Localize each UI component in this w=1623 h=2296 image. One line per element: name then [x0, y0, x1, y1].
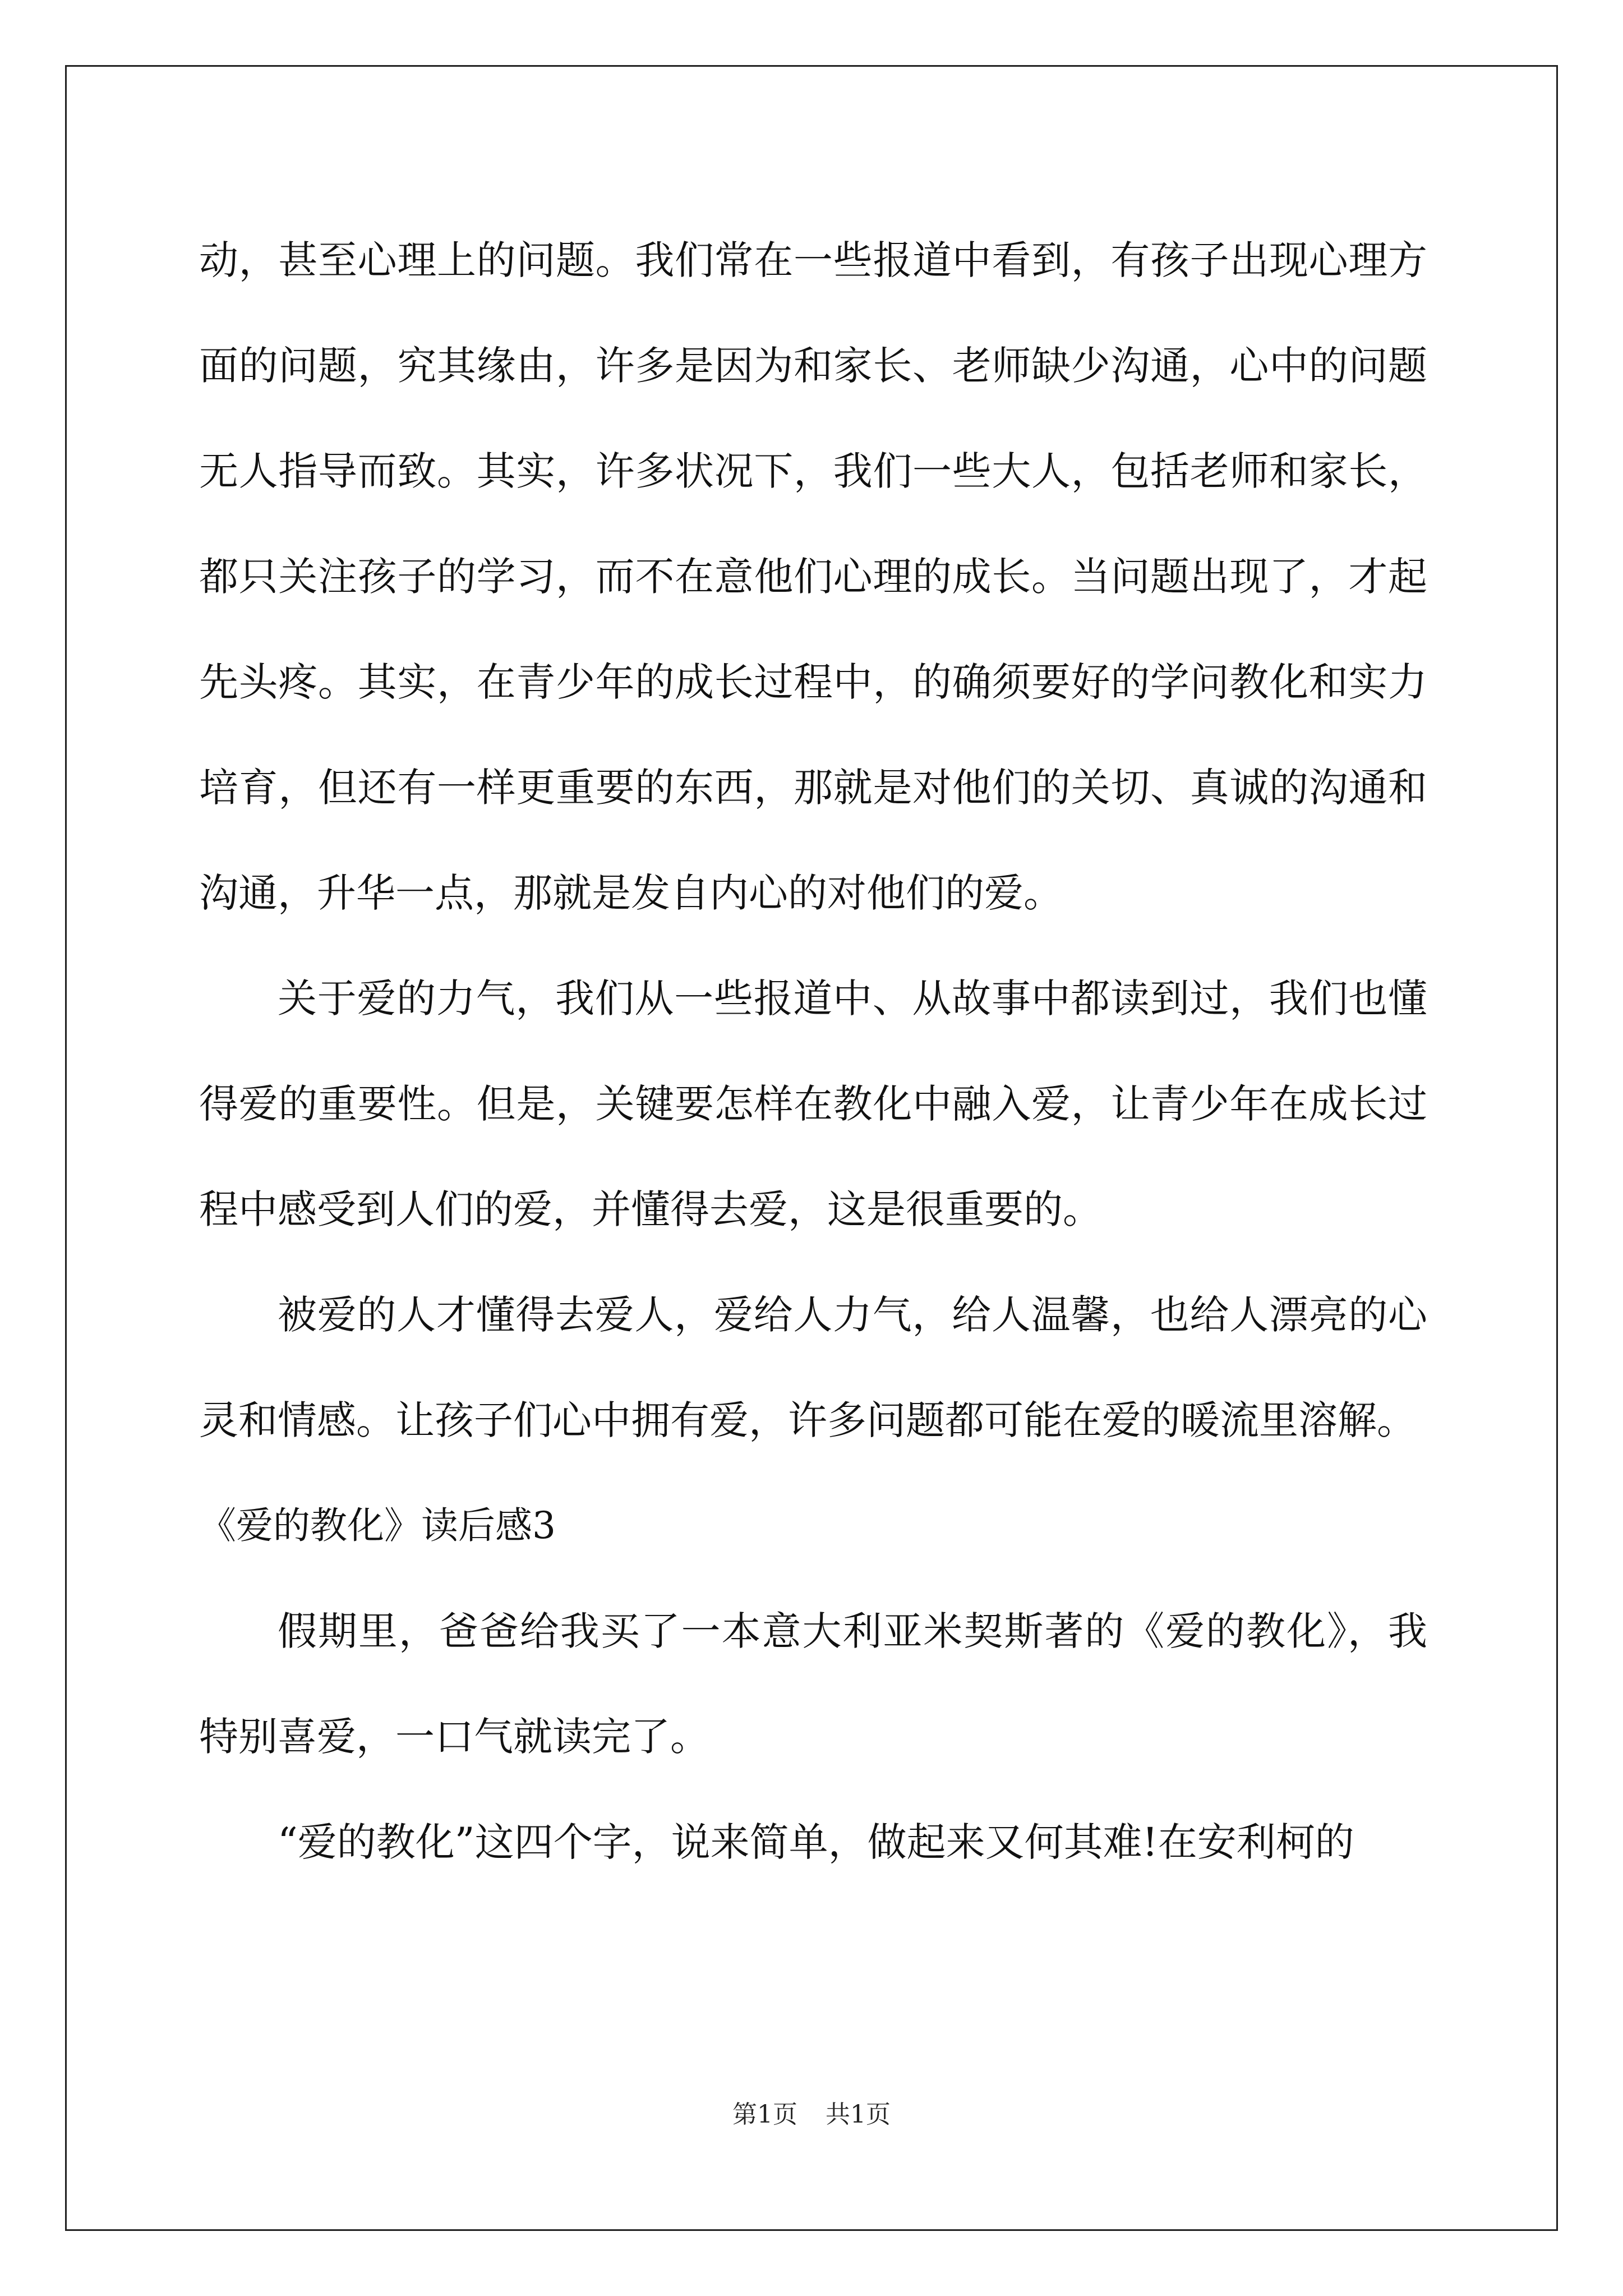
page-number-total: 共1页 [826, 2100, 891, 2129]
paragraph-1: 动，甚至心理上的问题。我们常在一些报道中看到，有孩子出现心理方面的问题，究其缘由，许多是因为和家长、老师缺少沟通，心中的问题无人指导而致。其实，许多状况下，我们一些大人，包括老师和家长，都只关注孩子的学习，而不在意他们心理的成长。当问题出现了，才起先头疼。其实，在青少年的成长过程中，的确须要好的学问教化和实力培育，但还有一样更重要的东西，那就是对他们的关切、真诚的沟通和沟通，升华一点，那就是发自内心的对他们的爱。 [199, 237, 1427, 916]
page-footer [0, 2098, 1623, 2132]
paragraph-4: 假期里，爸爸给我买了一本意大利亚米契斯著的《爱的教化》，我特别喜爱，一口气就读完了。 [199, 1608, 1427, 1760]
document-body [199, 208, 1427, 1895]
paragraph-2: 关于爱的力气，我们从一些报道中、从故事中都读到过，我们也懂得爱的重要性。但是，关键要怎样在教化中融入爱，让青少年在成长过程中感受到人们的爱，并懂得去爱，这是很重要的。 [199, 976, 1427, 1232]
paragraph-3: 被爱的人才懂得去爱人，爱给人力气，给人温馨，也给人漂亮的心灵和情感。让孩子们心中拥有爱，许多问题都可能在爱的暖流里溶解。 [199, 1292, 1427, 1443]
paragraph-5: “爱的教化”这四个字，说来简单，做起来又何其难!在安利柯的 [278, 1819, 1354, 1865]
page-number-current: 第1页 [732, 2100, 797, 2129]
section-heading: 《爱的教化》读后感3 [199, 1504, 556, 1547]
